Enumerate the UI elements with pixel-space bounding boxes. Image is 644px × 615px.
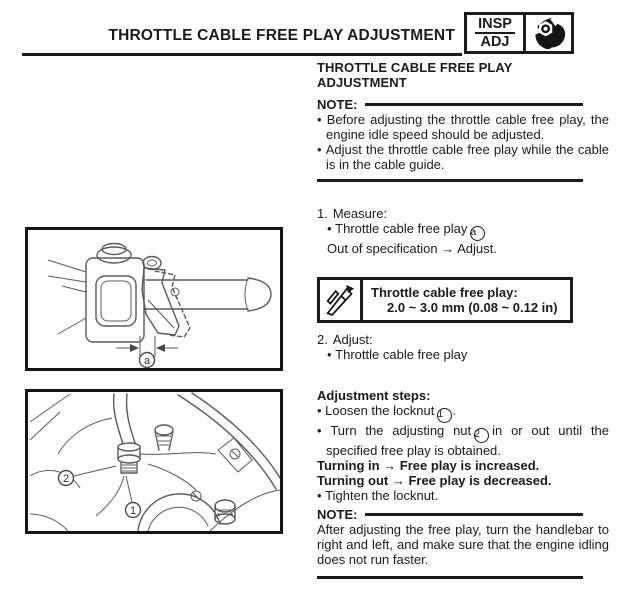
note1-header [317, 97, 609, 112]
spec-box [317, 277, 573, 323]
note1-bullet-2: • Adjust the throttle cable free play while the cable is in the cable guide. [317, 142, 609, 172]
badge-adj-label: ADJ [480, 34, 510, 50]
note1-label: NOTE: [317, 97, 358, 112]
caliper-icon [320, 280, 363, 320]
step2-bullet: • Throttle cable free play [327, 347, 609, 362]
ref-a-circle: a [470, 226, 485, 241]
spec-value: 2.0 ~ 3.0 mm (0.08 ~ 0.12 in) [387, 300, 558, 315]
section-heading-line1: THROTTLE CABLE FREE PLAY [317, 60, 513, 75]
step1-number: 1. [317, 206, 328, 221]
turning-in-line: Turning in → Free play is increased. [317, 458, 540, 473]
callout-a-label: a [143, 355, 151, 367]
spec-title: Throttle cable free play: [371, 285, 518, 300]
ref-1-circle: 1 [437, 408, 452, 423]
step-adjust [317, 332, 609, 362]
chapter-badge [464, 12, 574, 54]
note2-text: After adjusting the free play, turn the handlebar to right and left, and make sure that the engine idling does not run faster. [317, 522, 609, 567]
note1-bullet-1: • Before adjusting the throttle cable free play, the engine idle speed should be adjusted. [317, 112, 609, 142]
note2-rule [365, 513, 583, 516]
step-measure [317, 206, 609, 256]
adjustment-bullet-3: • Tighten the locknut. [317, 488, 609, 503]
step1-title: Measure: [332, 206, 388, 221]
ref-2-circle: 2 [474, 428, 489, 443]
cable-adjuster-illustration [28, 392, 280, 531]
chapter-badge-labels [467, 15, 523, 51]
figure-cable-adjuster [25, 389, 283, 534]
step2-number: 2. [317, 332, 328, 347]
turning-out-line: Turning out → Free play is decreased. [317, 473, 552, 488]
callout-2-label: 2 [62, 473, 70, 485]
figure-throttle-lever [25, 227, 283, 371]
note1-end-rule [317, 179, 583, 182]
note1-rule [365, 103, 583, 106]
badge-insp-label: INSP [475, 16, 515, 34]
wrench-nut-icon [523, 15, 571, 51]
note2-header [317, 507, 609, 522]
adjustment-steps-title: Adjustment steps: [317, 388, 431, 403]
step2-title: Adjust: [332, 332, 373, 347]
throttle-lever-illustration [28, 230, 280, 368]
step1-bullet: • Throttle cable free play a [327, 221, 609, 241]
adjustment-bullet-1: • Loosen the locknut 1 . [317, 403, 609, 423]
note2-end-rule [317, 576, 583, 579]
callout-1-label: 1 [129, 505, 137, 517]
section-heading-line2: ADJUSTMENT [317, 75, 407, 90]
header-rule [22, 53, 462, 56]
note2-label: NOTE: [317, 507, 358, 522]
instruction-column [317, 60, 609, 579]
step1-result: Out of specification → Adjust. [327, 241, 497, 256]
adjustment-bullet-2: • Turn the adjusting nut 2 in or out until the specified free play is obtained. [317, 423, 609, 458]
page-title: THROTTLE CABLE FREE PLAY ADJUSTMENT [108, 27, 455, 44]
